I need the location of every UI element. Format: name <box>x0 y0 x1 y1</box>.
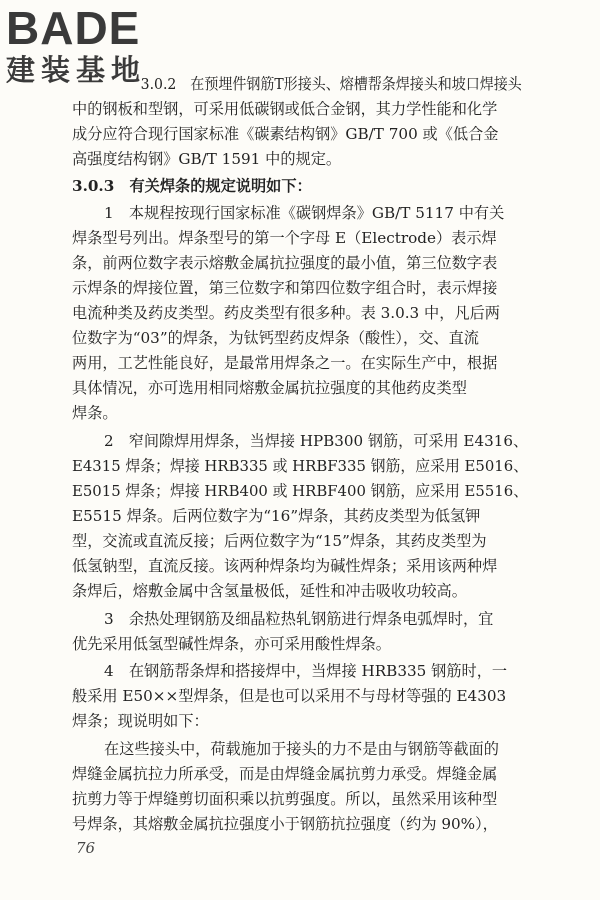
text-line: 3 余热处理钢筋及细晶粒热轧钢筋进行焊条电弧焊时，宜 <box>104 610 494 628</box>
text-line: 焊条；现说明如下： <box>72 712 209 730</box>
text-line: 优先采用低氢型碱性焊条，亦可采用酸性焊条。 <box>72 635 391 653</box>
text-line: 号焊条，其熔敷金属抗拉强度小于钢筋抗拉强度（约为 90%）， <box>72 815 498 833</box>
text-line: 3.0.2 在预埋件钢筋T形接头、熔槽帮条焊接头和坡口焊接头 <box>140 75 522 93</box>
text-line: 在这些接头中，荷载施加于接头的力不是由与钢筋等截面的 <box>104 740 499 758</box>
text-line: 条焊后，熔敷金属中含氢量极低，延性和冲击吸收功较高。 <box>72 582 467 600</box>
text-line: 高强度结构钢》GB/T 1591 中的规定。 <box>72 150 342 168</box>
text-line: E5515 焊条。后两位数字为“16”焊条，其药皮类型为低氢钾 <box>72 507 481 525</box>
text-line: 2 窄间隙焊用焊条，当焊接 HPB300 钢筋，可采用 E4316、 <box>104 432 529 450</box>
text-line: 位数字为“03”的焊条，为钛钙型药皮焊条（酸性），交、直流 <box>72 329 479 347</box>
text-line: 1 本规程按现行国家标准《碳钢焊条》GB/T 5117 中有关 <box>104 204 505 222</box>
text-line: 成分应符合现行国家标准《碳素结构钢》GB/T 700 或《低合金 <box>72 125 499 143</box>
text-line: E4315 焊条；焊接 HRB335 或 HRBF335 钢筋，应采用 E5016、 <box>72 457 529 475</box>
logo-wordmark: BADE <box>6 2 141 54</box>
text-line: 中的钢板和型钢，可采用低碳钢或低合金钢，其力学性能和化学 <box>72 100 498 118</box>
text-line: 型，交流或直流反接；后两位数字为“15”焊条，其药皮类型为 <box>72 532 487 550</box>
section-heading: 3.0.3 有关焊条的规定说明如下： <box>72 177 312 195</box>
text-line: 电流种类及药皮类型。药皮类型有很多种。表 3.0.3 中，凡后两 <box>72 304 500 322</box>
text-line: 低氢钠型，直流反接。该两种焊条均为碱性焊条；采用该两种焊 <box>72 557 498 575</box>
text-line: E5015 焊条；焊接 HRB400 或 HRBF400 钢筋，应采用 E5516、 <box>72 482 529 500</box>
text-line: 般采用 E50××型焊条，但是也可以采用不与母材等强的 E4303 <box>72 687 507 705</box>
text-line: 具体情况，亦可选用相同熔敷金属抗拉强度的其他药皮类型 <box>72 379 467 397</box>
text-line: 焊缝金属抗拉力所承受，而是由焊缝金属抗剪力承受。焊缝金属 <box>72 765 498 783</box>
logo-subtitle: 建装基地 <box>6 53 147 87</box>
text-line: 4 在钢筋帮条焊和搭接焊中，当焊接 HRB335 钢筋时，一 <box>104 662 508 680</box>
text-line: 焊条。 <box>72 404 118 422</box>
text-line: 抗剪力等于焊缝剪切面积乘以抗剪强度。所以，虽然采用该种型 <box>72 790 498 808</box>
text-line: 示焊条的焊接位置，第三位数字和第四位数字组合时，表示焊接 <box>72 279 498 297</box>
text-line: 两用，工艺性能良好，是最常用焊条之一。在实际生产中，根据 <box>72 354 498 372</box>
page-number: 76 <box>76 839 96 857</box>
text-line: 焊条型号列出。焊条型号的第一个字母 E（Electrode）表示焊 <box>72 229 497 247</box>
text-line: 条，前两位数字表示熔敷金属抗拉强度的最小值，第三位数字表 <box>72 254 498 272</box>
